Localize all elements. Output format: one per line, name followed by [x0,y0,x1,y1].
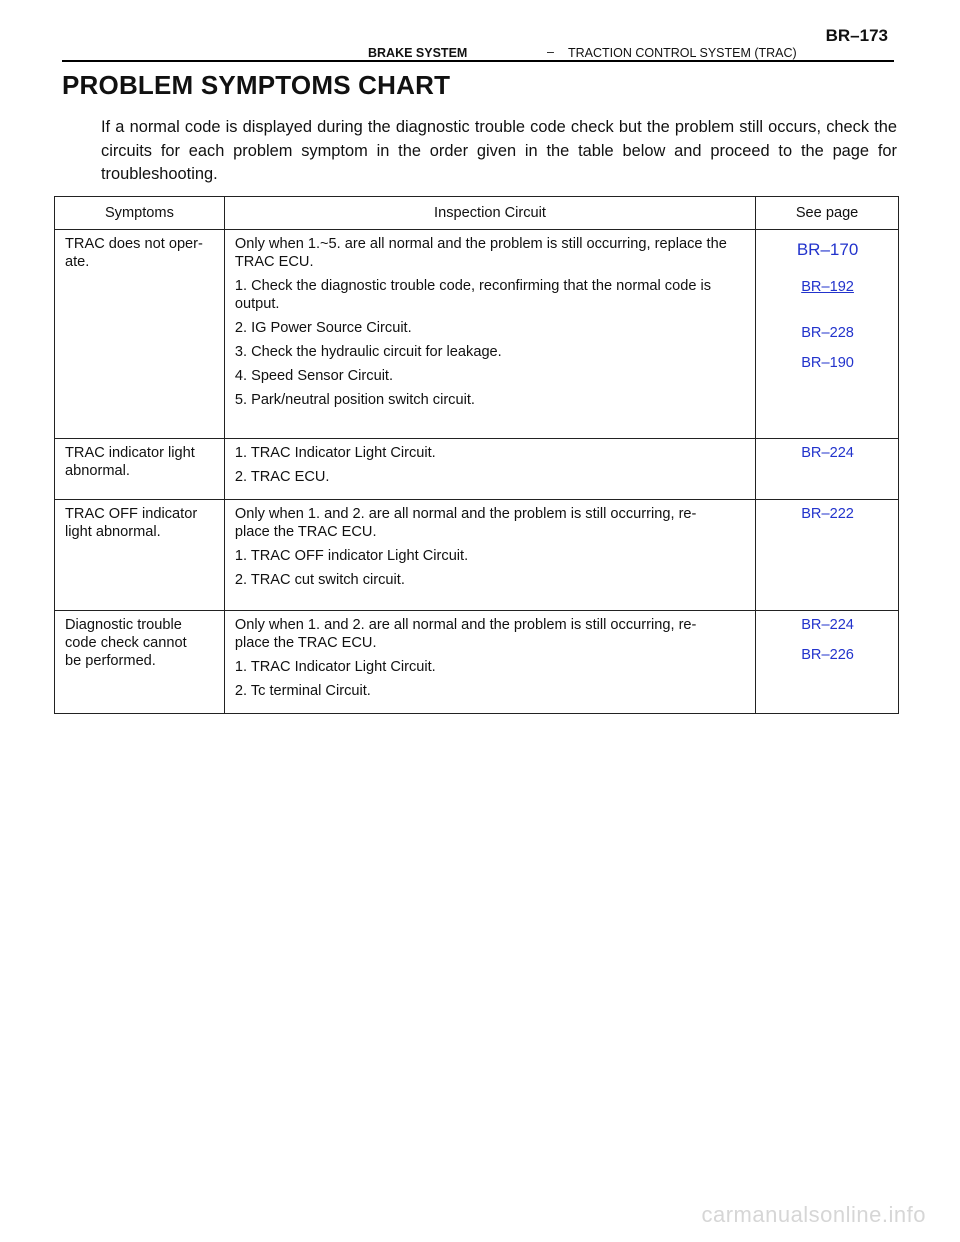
inspection-note: Only when 1.~5. are all normal and the problem is still occurring, replace the TRAC ECU. [234,236,727,270]
symptom-text: TRAC does not oper- ate. [65,236,203,270]
symptom-cell [55,230,225,439]
inspection-item: 2. TRAC ECU. [234,469,330,485]
symptom-cell [55,439,225,500]
see-page-cell [756,500,899,611]
page-link[interactable]: BR–224 [801,617,854,633]
inspection-item: 1. Check the diagnostic trouble code, reconfirming that the normal code is output. [234,278,712,312]
see-page-cell [756,439,899,500]
page-link[interactable]: BR–170 [796,240,859,259]
see-page-cell [756,611,899,714]
inspection-item: 5. Park/neutral position switch circuit. [234,392,475,408]
symptom-cell [55,611,225,714]
inspection-item: 1. TRAC OFF indicator Light Circuit. [234,548,469,564]
inspection-note: Only when 1. and 2. are all normal and the problem is still occurring, re- place the TRAC ECU. [234,506,697,540]
header-subsection: TRACTION CONTROL SYSTEM (TRAC) [568,46,797,60]
header-page-number: BR–173 [825,26,888,45]
inspection-item: 2. Tc terminal Circuit. [234,683,371,699]
inspection-circuit-cell [224,611,755,714]
page-title: PROBLEM SYMPTOMS CHART [62,70,451,100]
column-header-inspection-circuit: Inspection Circuit [224,197,755,230]
inspection-item: 2. IG Power Source Circuit. [234,320,412,336]
table-row [55,611,899,714]
table-row [55,500,899,611]
page-link[interactable]: BR–226 [801,647,854,663]
see-page-cell [756,230,899,439]
problem-symptoms-table [54,196,899,714]
intro-paragraph: If a normal code is displayed during the diagnostic trouble code check but the problem still occurs, check the circuits for each problem symptom in the order given in the table below and proceed to the page for troubleshooting. [101,118,897,183]
symptom-text: Diagnostic trouble code check cannot be performed. [65,617,187,669]
inspection-note: Only when 1. and 2. are all normal and the problem is still occurring, re- place the TRAC ECU. [234,617,697,651]
inspection-item: 1. TRAC Indicator Light Circuit. [234,445,436,461]
watermark: carmanualsonline.info [701,1202,926,1227]
inspection-item: 2. TRAC cut switch circuit. [234,572,405,588]
page-link[interactable]: BR–190 [801,355,854,371]
page-link[interactable]: BR–222 [801,506,854,522]
page-link[interactable]: BR–224 [801,445,854,461]
symptom-cell [55,500,225,611]
table-row [55,230,899,439]
symptom-text: TRAC OFF indicator light abnormal. [65,506,198,540]
inspection-item: 1. TRAC Indicator Light Circuit. [234,659,436,675]
table-row [55,439,899,500]
inspection-item: 4. Speed Sensor Circuit. [234,368,394,384]
inspection-circuit-cell [224,500,755,611]
column-header-see-page: See page [756,197,899,230]
inspection-item: 3. Check the hydraulic circuit for leakage. [234,344,502,360]
page-header [62,26,894,62]
inspection-circuit-cell [224,230,755,439]
header-separator: – [547,45,554,59]
table-header-row [55,197,899,230]
page-link[interactable]: BR–192 [801,279,854,295]
header-section: BRAKE SYSTEM [368,46,468,60]
page-link[interactable]: BR–228 [801,325,854,341]
column-header-symptoms: Symptoms [55,197,225,230]
inspection-circuit-cell [224,439,755,500]
symptom-text: TRAC indicator light abnormal. [65,445,195,479]
